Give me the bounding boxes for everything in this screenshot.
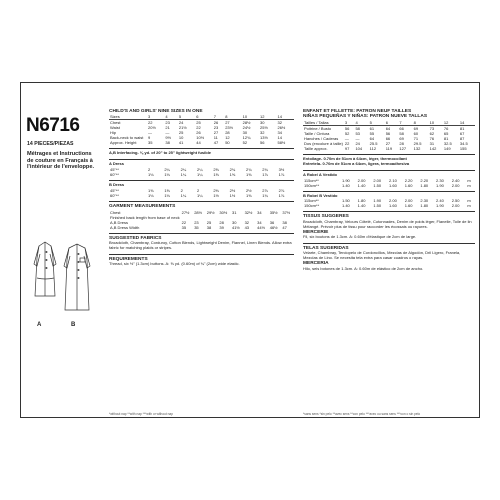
- table-cell: 22: [148, 120, 153, 126]
- table-cell: 2.40: [436, 198, 444, 204]
- table-cell: 43: [244, 224, 250, 230]
- table-cell: 1⅝: [229, 172, 236, 178]
- table-cell: 32: [277, 120, 282, 126]
- garment-line-drawings: [31, 238, 93, 318]
- table-cell: 5: [369, 120, 385, 126]
- table-cell: 127: [399, 145, 407, 151]
- table-cell: 25.5: [369, 140, 378, 146]
- table-cell: 32: [260, 130, 265, 136]
- table-cell: 2⅞: [262, 188, 268, 194]
- view-b-label: B: [71, 322, 76, 328]
- table-cell: 14: [277, 135, 282, 141]
- table-cell: 2.00: [389, 198, 397, 204]
- table-cell: 1⅝: [213, 172, 219, 178]
- table-cell: 38: [206, 224, 212, 230]
- entoilage-note: Entoilage- 0.70m de 51cm à 64cm, léger, thermocollant: [303, 155, 407, 161]
- table-cell: 52: [344, 130, 350, 136]
- table-cell: 87: [459, 135, 465, 141]
- table-cell: 41: [178, 140, 184, 146]
- table-cell: 1¼: [196, 193, 203, 199]
- table-cell: 1¼: [180, 172, 187, 178]
- telas-title: TELAS SUGERIDAS: [303, 245, 349, 251]
- table-cell: 58: [355, 125, 360, 131]
- table-cell: 7: [398, 120, 412, 126]
- row-label: Tailles / Tallas: [303, 120, 344, 126]
- table-cell: 2⅜: [213, 188, 219, 194]
- table-cell: 58: [399, 130, 404, 136]
- mercerie-text: Fil, six boutons de 1.3cm. A: 0.60m d'élastique de 2cm de large.: [303, 234, 417, 240]
- table-cell: 55: [369, 130, 375, 136]
- table-cell: 76: [443, 125, 449, 131]
- table-cell: 32: [244, 219, 250, 225]
- table-cell: 2.10: [389, 177, 397, 183]
- table-cell: 10: [178, 135, 184, 141]
- table-cell: 10: [242, 114, 259, 120]
- table-cell: 24½: [242, 125, 251, 131]
- table-cell: 31: [429, 140, 435, 146]
- metric-size-chart: [303, 120, 475, 151]
- telas-text: Velarte, Chambray, Terciopelo de Cordoncillos, Mezclas de Algodón, Dril Ligero, Franela, Mezclas de Lino. Se necesita tela extra para casar cuadros o rayas.: [303, 250, 461, 261]
- table-cell: 2.00: [404, 198, 413, 204]
- table-cell: 14: [276, 114, 294, 120]
- french-title: ENFANT ET FILLETTE: PATRON NEUF TAILLES: [303, 109, 412, 114]
- table-cell: 2¾: [245, 167, 252, 173]
- view-a-drawing: [34, 242, 56, 296]
- row-label: Sizes: [109, 114, 147, 120]
- table-cell: 32.5: [443, 140, 452, 146]
- table-cell: 56: [260, 140, 265, 146]
- table-cell: m: [467, 182, 471, 188]
- table-cell: 2.20: [404, 177, 413, 183]
- table-cell: 34: [257, 219, 262, 225]
- table-cell: 3½: [278, 167, 285, 173]
- table-cell: 112: [369, 145, 377, 151]
- table-cell: 64: [385, 125, 391, 131]
- row-label: Approx. Height: [110, 140, 137, 146]
- table-cell: 1.60: [389, 182, 397, 188]
- table-cell: 38: [165, 140, 170, 146]
- row-label: 45"**: [110, 188, 119, 194]
- table-cell: 58½: [277, 140, 286, 146]
- table-row: [303, 146, 475, 151]
- table-cell: 21: [165, 125, 170, 131]
- table-cell: 22: [181, 219, 187, 225]
- table-cell: 20½: [148, 125, 156, 131]
- table-cell: 56: [385, 130, 391, 136]
- size-chart: [109, 114, 294, 145]
- table-cell: 27: [385, 140, 391, 146]
- table-cell: 1⅝: [245, 172, 252, 178]
- table-cell: 2: [196, 188, 200, 194]
- divider: [109, 180, 294, 181]
- table-row: [109, 140, 294, 145]
- table-cell: 9½: [165, 135, 171, 141]
- table-cell: 81: [459, 125, 465, 131]
- row-label: 115cm**: [304, 177, 319, 183]
- table-cell: 12: [225, 135, 230, 141]
- table-cell: 2.30: [436, 177, 444, 183]
- row-label: 115cm**: [304, 198, 319, 204]
- table-cell: 24: [355, 140, 360, 146]
- english-column: [109, 109, 294, 267]
- merceria-text: Hilo, seis botones de 1.3cm. A: 0.60m de elástico de 2cm de ancho.: [303, 265, 424, 271]
- table-cell: 30: [260, 120, 265, 126]
- table-cell: 66: [399, 125, 404, 131]
- table-cell: 10½: [196, 135, 205, 141]
- table-cell: 1⅛: [164, 193, 170, 199]
- table-cell: 119: [385, 145, 393, 151]
- table-cell: 47: [213, 140, 219, 146]
- a-dress-yardage: [109, 167, 294, 177]
- table-cell: 23: [213, 125, 219, 131]
- mercerie-title: MERCERIE: [303, 229, 329, 235]
- table-cell: 69: [399, 135, 404, 141]
- table-cell: 2: [180, 188, 183, 194]
- table-cell: —: [148, 130, 152, 136]
- pattern-envelope-back: [20, 82, 480, 418]
- garment-measurements: [109, 210, 294, 230]
- a-dress-heading: A Dress: [109, 161, 124, 167]
- table-cell: 23½: [225, 125, 233, 131]
- table-cell: 29½: [206, 209, 215, 215]
- table-cell: 27: [213, 130, 219, 136]
- table-cell: 21½: [178, 125, 187, 131]
- suggested-fabrics-text: Broadcloth, Chambray, Corduroy, Cotton Blends, Lightweight Denim, Flannel, Linen Blends. Allow extra fabric for matching plaids or stripes.: [109, 239, 292, 250]
- table-cell: 31: [231, 209, 237, 215]
- table-cell: 44½: [257, 224, 265, 230]
- table-cell: 67: [459, 130, 465, 136]
- table-cell: 12: [443, 120, 459, 126]
- table-cell: 34: [257, 209, 262, 215]
- table-cell: 2¼: [164, 167, 170, 173]
- table-cell: 1.40: [342, 182, 350, 188]
- table-cell: 2.20: [420, 177, 429, 183]
- table-cell: 10: [429, 120, 443, 126]
- table-cell: 23: [194, 219, 199, 225]
- table-cell: 142: [429, 145, 437, 151]
- table-cell: 12: [259, 114, 276, 120]
- table-cell: 81: [443, 135, 449, 141]
- table-cell: 29.5: [413, 140, 422, 146]
- divider: [109, 148, 294, 149]
- table-cell: 1.60: [389, 203, 397, 209]
- row-label: Waist: [110, 125, 120, 131]
- table-cell: 1.90: [436, 182, 444, 188]
- table-cell: 104: [355, 145, 363, 151]
- table-row: [109, 193, 294, 198]
- table-row: [109, 225, 294, 230]
- divider: [109, 201, 294, 202]
- left-panel: [21, 83, 103, 417]
- table-cell: 2½: [229, 188, 236, 194]
- table-cell: —: [344, 135, 349, 141]
- table-row: [109, 172, 294, 177]
- row-label: 60"**: [110, 172, 119, 178]
- requirements-title: REQUIREMENTS: [109, 256, 148, 262]
- table-cell: 1⅞: [278, 193, 285, 199]
- tissus-text: Broadcloth, Chambray, Velours Côtelé, Cotonnades, Denim de poids léger, Flanelle, Toile de lin Mélangé. Prévoir plus de tissu pour raccorder les écossais ou rayures.: [303, 218, 472, 229]
- table-cell: 1⅛: [148, 193, 154, 199]
- table-cell: 1⅛: [148, 172, 154, 178]
- table-cell: 71: [413, 135, 419, 141]
- divider: [303, 154, 475, 155]
- a-robe-metrage: [303, 178, 475, 188]
- table-cell: 1.50: [373, 182, 382, 188]
- table-cell: 37½: [282, 209, 291, 215]
- view-b-drawing: [64, 244, 90, 310]
- row-label: Chest: [110, 120, 121, 126]
- table-cell: 2.00: [357, 177, 366, 183]
- table-cell: 12¾: [242, 135, 251, 141]
- row-label: Hanches / Caderas: [304, 135, 339, 141]
- table-cell: 1¼: [196, 172, 203, 178]
- table-cell: m: [467, 198, 471, 204]
- entretela-note: Entretela- 0.70m de 51cm a 64cm, ligera, termoadhesiva: [303, 160, 410, 166]
- table-cell: 11: [213, 135, 218, 141]
- divider: [303, 191, 475, 192]
- table-cell: 46½: [269, 224, 278, 230]
- table-cell: 1.90: [436, 203, 444, 209]
- table-cell: 35: [148, 140, 153, 146]
- table-cell: 27: [225, 120, 230, 126]
- table-cell: 132: [413, 145, 421, 151]
- table-cell: 35: [194, 224, 199, 230]
- table-cell: 1¾: [262, 193, 268, 199]
- table-cell: 34: [277, 130, 282, 136]
- view-a-label: A: [37, 322, 42, 328]
- table-cell: 26: [213, 120, 219, 126]
- table-cell: 5: [178, 114, 195, 120]
- table-cell: 26: [196, 130, 201, 136]
- table-cell: 73: [429, 125, 435, 131]
- tissus-title: TISSUS SUGGERES: [303, 214, 349, 220]
- table-cell: 2½: [245, 188, 252, 194]
- french-spanish-column: [303, 109, 475, 272]
- row-label: Hip: [110, 130, 117, 136]
- table-cell: 1⅛: [164, 172, 170, 178]
- table-cell: 7: [213, 114, 224, 120]
- table-row: [109, 135, 294, 140]
- table-cell: 25: [206, 219, 212, 225]
- table-cell: 1¼: [180, 193, 187, 199]
- row-label: 150cm**: [304, 203, 320, 209]
- table-cell: 2¼: [180, 167, 187, 173]
- table-cell: 2⅞: [278, 188, 285, 194]
- table-cell: 1⅝: [245, 193, 252, 199]
- divider: [303, 211, 475, 212]
- table-cell: 1⅝: [164, 188, 170, 194]
- table-cell: 2.40: [451, 177, 460, 183]
- table-cell: 4: [164, 114, 177, 120]
- table-cell: 39: [219, 224, 224, 230]
- table-cell: 26½: [277, 125, 286, 131]
- a-robe-heading: A Robe/ A Vestido: [303, 171, 338, 177]
- interfacing-note: A,B Interfacing- ⅜ yd. of 20" to 25" lightweight fusible: [109, 150, 212, 156]
- piece-count: 14 PIECES/PIEZAS: [27, 141, 74, 147]
- table-cell: 2.00: [451, 203, 460, 209]
- table-cell: 30½: [219, 209, 228, 215]
- garment-measurements-title: GARMENT MEASUREMENTS: [109, 204, 176, 210]
- table-cell: m: [467, 203, 471, 209]
- table-cell: 149: [443, 145, 451, 151]
- english-title: CHILD'S AND GIRLS' NINE SIZES IN ONE: [109, 109, 203, 114]
- table-cell: 30: [242, 130, 248, 136]
- table-cell: 1.60: [404, 203, 413, 209]
- table-cell: 8: [413, 120, 429, 126]
- table-cell: —: [165, 130, 170, 136]
- row-label: A,B Dress: [110, 219, 129, 225]
- row-label: Back-neck to waist: [110, 135, 144, 141]
- table-cell: 6: [385, 120, 399, 126]
- table-cell: 22: [196, 125, 201, 131]
- table-cell: 2.00: [451, 182, 460, 188]
- french-spanish-footnote: *sans sens *sin pelo **avec sens **con pelo ***avec ou sans sens ***con o sin pelo: [303, 412, 421, 416]
- table-cell: 6: [195, 114, 212, 120]
- table-cell: 1⅞: [262, 172, 268, 178]
- table-cell: 25: [196, 120, 201, 126]
- table-cell: 32½: [244, 209, 253, 215]
- table-cell: 1.40: [357, 203, 366, 209]
- table-cell: 28½: [194, 209, 202, 215]
- table-cell: 2.30: [420, 198, 429, 204]
- table-cell: 1.90: [373, 198, 382, 204]
- row-label: Dos (encolure à taille): [304, 140, 343, 146]
- table-row: [303, 203, 475, 208]
- merceria-title: MERCERIA: [303, 261, 329, 267]
- table-cell: 61: [369, 125, 375, 131]
- table-cell: 25: [178, 130, 184, 136]
- table-cell: 27½: [181, 209, 190, 215]
- row-label: Chest: [110, 209, 121, 215]
- row-label: Taille / Cintura: [304, 130, 330, 136]
- table-cell: 28: [219, 219, 224, 225]
- row-label: Finished back length from base of neck: [110, 214, 180, 220]
- table-cell: 2⅝: [213, 167, 219, 173]
- divider: [109, 159, 294, 160]
- row-label: 45"**: [110, 167, 119, 173]
- table-cell: 1.60: [404, 182, 413, 188]
- table-cell: —: [355, 135, 360, 141]
- table-cell: 1½: [213, 193, 219, 199]
- table-row: [303, 183, 475, 188]
- table-cell: 34.5: [459, 140, 468, 146]
- table-cell: 2¾: [262, 167, 268, 173]
- table-cell: 56: [344, 125, 350, 131]
- table-cell: 155: [459, 145, 467, 151]
- table-cell: 35: [181, 224, 187, 230]
- spanish-title: NIÑAS PEQUEÑAS Y NIÑAS: PATRON NUEVE TALLAS: [303, 114, 428, 120]
- table-cell: 13½: [260, 135, 268, 141]
- table-cell: 47: [282, 224, 287, 230]
- divider: [109, 254, 294, 255]
- row-label: A,B Dress Width: [110, 224, 140, 230]
- b-robe-metrage: [303, 198, 475, 208]
- table-cell: 30: [231, 219, 237, 225]
- b-dress-yardage: [109, 188, 294, 198]
- table-cell: 28: [399, 140, 404, 146]
- table-cell: 97: [344, 145, 350, 151]
- table-cell: 2¾: [229, 167, 236, 173]
- table-cell: 50: [225, 140, 230, 146]
- table-cell: 1⅝: [148, 188, 154, 194]
- table-cell: 2.50: [451, 198, 460, 204]
- pattern-number: N6716: [26, 115, 80, 136]
- row-label: 150cm**: [304, 182, 320, 188]
- table-cell: 66: [385, 135, 391, 141]
- table-cell: 24: [178, 120, 184, 126]
- table-cell: 1.50: [373, 203, 382, 209]
- table-cell: 9: [148, 135, 151, 141]
- table-cell: 1⅞: [278, 172, 285, 178]
- table-cell: 36: [269, 219, 275, 225]
- table-cell: 28: [225, 130, 230, 136]
- row-label: Poitrine / Busto: [304, 125, 332, 131]
- french-instructions-note: Métrages et Instructions de couture en Français à l'intérieur de l'enveloppe.: [27, 151, 95, 171]
- table-cell: 1.50: [342, 198, 350, 204]
- table-cell: 1.40: [357, 182, 366, 188]
- table-cell: 1.80: [357, 198, 366, 204]
- table-cell: 41½: [231, 224, 240, 230]
- table-cell: 1½: [229, 193, 236, 199]
- english-footnote: *without nap **with nap ***with or without nap: [109, 412, 173, 416]
- table-cell: 52: [242, 140, 248, 146]
- table-cell: 4: [354, 120, 368, 126]
- table-cell: 44: [196, 140, 201, 146]
- requirements-text: Thread, six ½" (1.3cm) buttons. A: ⅝ yd. (0.60m) of ¾" (2cm) wide elastic.: [109, 261, 240, 267]
- b-dress-heading: B Dress: [109, 182, 125, 188]
- table-cell: 38: [282, 219, 287, 225]
- row-label: Taille approx.: [304, 145, 328, 151]
- table-cell: 23: [165, 120, 170, 126]
- divider: [303, 243, 475, 244]
- table-cell: 69: [413, 125, 419, 131]
- table-cell: 1.80: [420, 182, 429, 188]
- row-label: 60"**: [110, 193, 119, 199]
- table-cell: 3: [344, 120, 355, 126]
- table-cell: 65: [443, 130, 449, 136]
- divider: [303, 170, 475, 171]
- table-cell: 3: [147, 114, 164, 120]
- suggested-fabrics-title: SUGGESTED FABRICS: [109, 235, 162, 241]
- b-robe-heading: B Robe/ B Vestido: [303, 192, 338, 198]
- table-cell: 8: [224, 114, 241, 120]
- table-cell: 25½: [260, 125, 268, 131]
- table-cell: 2: [148, 167, 151, 173]
- table-cell: 14: [459, 120, 475, 126]
- table-cell: 64: [369, 135, 375, 141]
- table-cell: 1.40: [342, 203, 350, 209]
- table-cell: 22: [344, 140, 350, 146]
- table-cell: 2¼: [196, 167, 203, 173]
- table-cell: m: [467, 177, 471, 183]
- table-cell: 62: [429, 130, 435, 136]
- table-cell: 53: [355, 130, 360, 136]
- divider: [109, 233, 294, 234]
- table-cell: 60: [413, 130, 419, 136]
- table-cell: 28½: [242, 120, 251, 126]
- table-cell: 76: [429, 135, 435, 141]
- table-cell: 1.90: [342, 177, 350, 183]
- table-cell: 35½: [269, 209, 278, 215]
- table-cell: 2.00: [373, 177, 382, 183]
- table-cell: 1.80: [420, 203, 429, 209]
